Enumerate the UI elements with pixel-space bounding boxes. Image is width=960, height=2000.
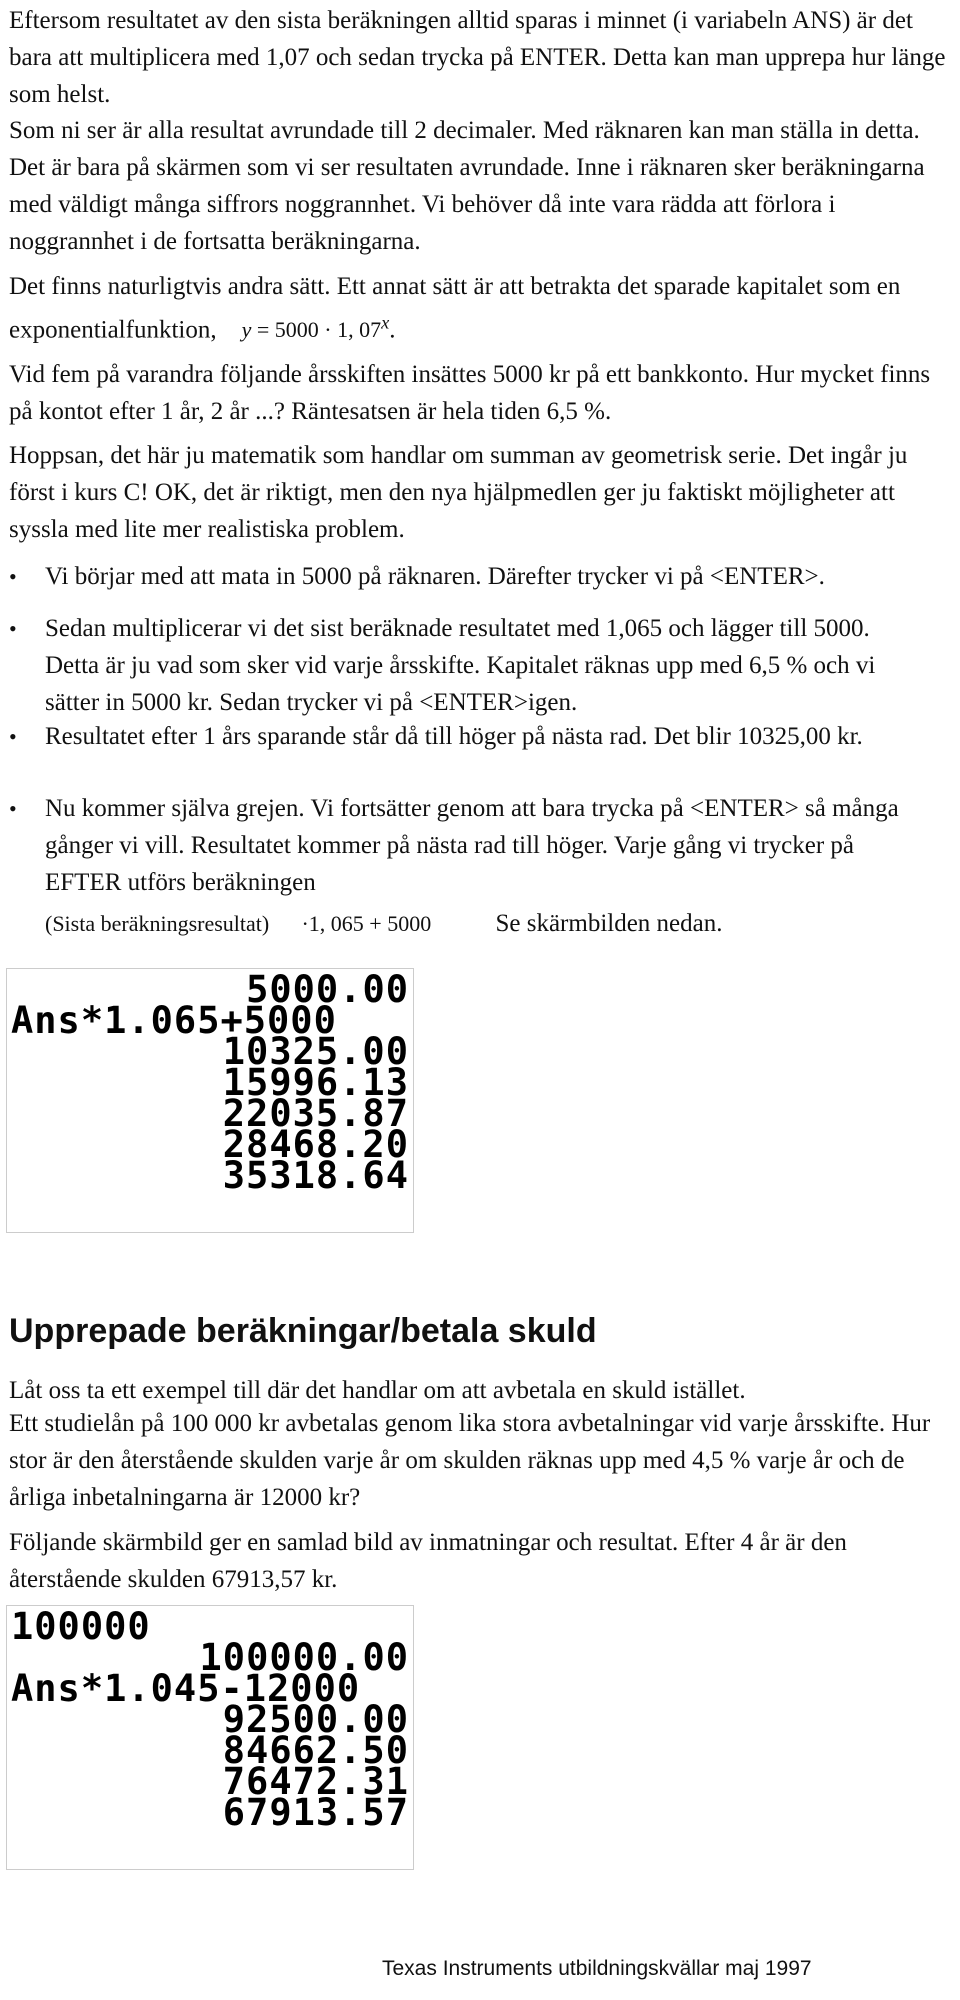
- section-heading: Upprepade beräkningar/betala skuld: [9, 1312, 597, 1350]
- exponential-formula: y = 5000 · 1, 07$^x$: [241, 313, 390, 343]
- calc-line: Ans*1.065+5000: [11, 999, 337, 1042]
- calc-line: 15996.13: [222, 1061, 409, 1104]
- paragraph-loan-intro: Låt oss ta ett exempel till där det handlar om att avbetala en skuld istället.: [9, 1377, 746, 1404]
- bullet-icon: •: [9, 724, 17, 749]
- calculator-screen-loan: [6, 1605, 414, 1870]
- paragraph-bank-problem: Vid fem på varandra följande årsskiften insättes 5000 kr på ett bankkonto. Hur mycket finns på kontot efter 1 år, 2 år ...? Räntesatsen är hela tiden 6,5 %.: [9, 361, 931, 425]
- list-item-text: Resultatet efter 1 års sparande står då till höger på nästa rad. Det blir 10325,00 kr.: [45, 723, 863, 750]
- paragraph-loan-result: Följande skärmbild ger en samlad bild av inmatningar och resultat. Efter 4 år är den återstående skulden 67913,57 kr.: [9, 1529, 847, 1593]
- calc-line: 5000.00: [246, 968, 409, 1011]
- paragraph-geometric-series: Hoppsan, det här ju matematik som handlar om summan av geometrisk serie. Det ingår ju först i kurs C! OK, det är riktigt, men den nya hjälpmedlen ger ju faktiskt möjligheter att syssla med lite mer realistiska problem.: [9, 442, 908, 543]
- paragraph-ans-memory: Eftersom resultatet av den sista beräkningen alltid sparas i minnet (i variabeln ANS) är det bara att multiplicera med 1,07 och sedan trycka på ENTER. Detta kan man upprepa hur länge som helst.: [9, 7, 946, 108]
- calc-line: 92500.00: [222, 1698, 409, 1741]
- calc-line: Ans*1.045-12000: [11, 1667, 361, 1710]
- paragraph-exponential: Det finns naturligtvis andra sätt. Ett annat sätt är att betrakta det sparade kapitalet som en exponentialfunktion, y = 5000 · 1, 07$^x$.: [9, 273, 901, 344]
- calc-line: 22035.87: [222, 1092, 409, 1135]
- formula-note: Se skärmbilden nedan.: [495, 910, 723, 937]
- calc-line: 67913.57: [222, 1791, 409, 1834]
- formula-paren: (Sista beräkningsresultat): [45, 911, 270, 936]
- calc-line: 76472.31: [222, 1760, 409, 1803]
- bullet-icon: •: [9, 616, 17, 641]
- formula-rest: ·1, 065 + 5000: [301, 911, 432, 936]
- formula-line: [45, 905, 925, 942]
- bullet-icon: •: [9, 796, 17, 821]
- list-item-text: Sedan multiplicerar vi det sist beräknade resultatet med 1,065 och lägger till 5000. Detta är ju vad som sker vid varje årsskifte. Kapitalet räknas upp med 6,5 % och vi sätter in 5000 kr. Sedan trycker vi på <ENTER>igen.: [45, 615, 876, 716]
- bullet-icon: •: [9, 564, 17, 589]
- calc-line: 35318.64: [222, 1154, 409, 1197]
- calc-line: 28468.20: [222, 1123, 409, 1166]
- page-footer: Texas Instruments utbildningskvällar maj 1997: [382, 1957, 812, 1980]
- list-item-text: Nu kommer själva grejen. Vi fortsätter genom att bara trycka på <ENTER> så många gånger vi vill. Resultatet kommer på nästa rad till höger. Varje gång vi trycker på EFTER utförs beräkningen: [45, 795, 899, 896]
- calc-line: 100000: [11, 1605, 151, 1648]
- paragraph-loan-problem: Ett studielån på 100 000 kr avbetalas genom lika stora avbetalningar vid varje årsskifte. Hur stor är den återstående skulden varje år om skulden räknas upp med 4,5 % varje år och de årliga inbetalningarna är 12000 kr?: [9, 1410, 931, 1511]
- paragraph-rounding: Som ni ser är alla resultat avrundade till 2 decimaler. Med räknaren kan man ställa in detta. Det är bara på skärmen som vi ser resultaten avrundade. Inne i räknaren sker beräkningarna med väldigt många siffrors noggrannhet. Vi behöver då inte vara rädda att förlora i noggrannhet i de fortsatta beräkningarna.: [9, 117, 925, 255]
- calc-line: 100000.00: [199, 1636, 409, 1679]
- calc-line: 10325.00: [222, 1030, 409, 1073]
- paragraph-exponential-text: Det finns naturligtvis andra sätt. Ett annat sätt är att betrakta det sparade kapitalet som en exponentialfunktion,: [9, 273, 901, 344]
- list-item-text: Vi börjar med att mata in 5000 på räknaren. Därefter trycker vi på <ENTER>.: [45, 563, 825, 590]
- calc-line: 84662.50: [222, 1729, 409, 1772]
- calculator-screen-savings: [6, 968, 414, 1233]
